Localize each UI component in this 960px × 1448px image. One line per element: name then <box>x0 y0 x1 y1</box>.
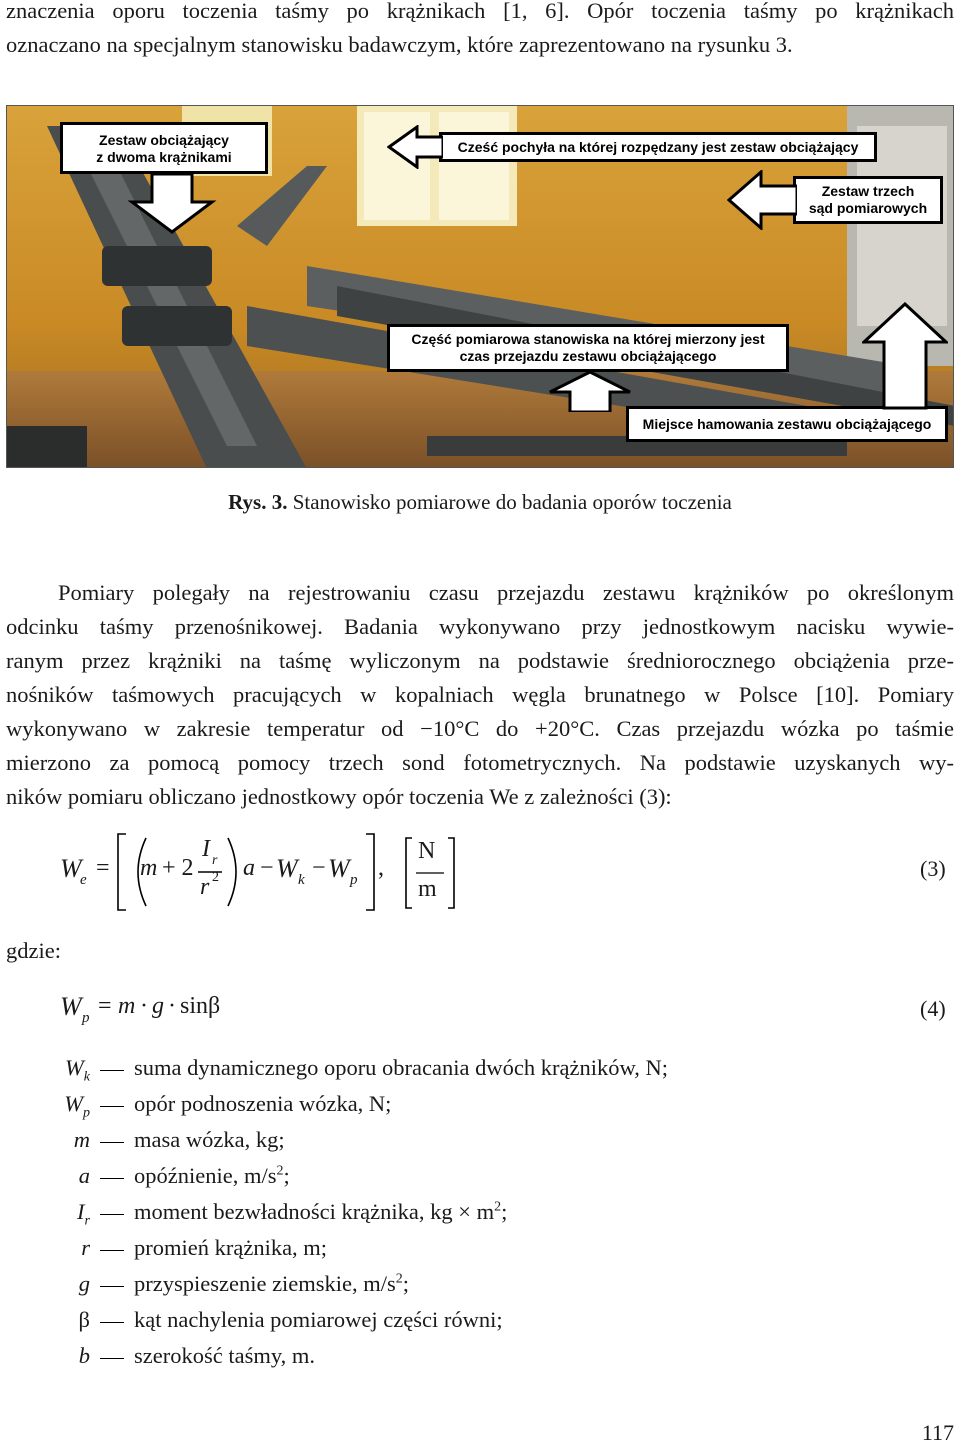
legend-text <box>134 1235 327 1261</box>
unit-denominator: m <box>418 876 437 902</box>
text-line: znaczenia oporu toczenia taśmy po krążnikach [1, 6]. Opór toczenia taśmy po krążnikach <box>6 0 954 23</box>
legend-text <box>134 1343 315 1369</box>
text-line: oznaczano na specjalnym stanowisku badawczym, które zaprezentowano na rysunku 3. <box>6 32 793 57</box>
eq-symbol: m <box>118 993 136 1019</box>
eq-symbol: r <box>200 874 210 900</box>
eq-symbol: g <box>152 993 164 1019</box>
eq-comma: , <box>378 855 384 881</box>
eq-operator: − <box>312 855 326 881</box>
legend-text <box>134 1199 507 1225</box>
callout-line: sąd pomiarowych <box>808 200 928 216</box>
eq-subscript: k <box>298 872 305 888</box>
figure-photo <box>6 105 954 468</box>
legend-sub: r <box>84 1213 90 1229</box>
legend-symbol-char: I <box>77 1199 85 1224</box>
equation-3 <box>0 828 960 918</box>
legend-symbol-char: m <box>73 1127 90 1152</box>
arrow-left-icon <box>727 170 797 230</box>
legend-dash <box>100 1142 124 1143</box>
legend-symbol <box>0 1271 90 1297</box>
legend-symbol-char: b <box>78 1343 90 1368</box>
eq-symbol: W <box>60 992 82 1021</box>
top-paragraph <box>6 0 954 62</box>
legend-tail: ; <box>402 1271 410 1296</box>
legend-sup: 2 <box>395 1271 403 1287</box>
legend-symbol <box>0 1235 90 1261</box>
legend-symbol-char: g <box>78 1271 90 1296</box>
main-paragraph <box>6 576 954 814</box>
legend-symbol-char: a <box>78 1163 90 1188</box>
eq-operator: − <box>260 855 274 881</box>
legend-symbol-char: W <box>64 1091 83 1116</box>
callout-line: z dwoma krążnikami <box>96 149 232 165</box>
text-line: wykonywano w zakresie temperatur od −10°C do +20°C. Czas przejazdu wózka po taśmie <box>6 716 954 741</box>
text-line: odcinku taśmy przenośnikowej. Badania wykonywano przy jednostkowym nacisku wywie- <box>6 614 954 639</box>
legend-sup: 2 <box>494 1199 502 1215</box>
legend-sub: k <box>83 1069 90 1085</box>
legend-text <box>134 1271 409 1297</box>
legend-symbol <box>0 1307 90 1333</box>
caption-label: Rys. 3. <box>228 490 288 514</box>
eq-subscript: p <box>350 872 358 888</box>
legend-text <box>134 1055 668 1081</box>
legend-symbol <box>0 1343 90 1369</box>
legend-desc: suma dynamicznego oporu obracania dwóch krążników, N; <box>134 1055 668 1080</box>
callout-incline <box>439 132 877 162</box>
arrow-down-icon <box>127 174 217 234</box>
legend-symbol <box>0 1199 90 1230</box>
eq-superscript: 2 <box>212 870 219 885</box>
callout-line: Miejsce hamowania zestawu obciążającego <box>642 416 932 432</box>
legend-dash <box>100 1070 124 1071</box>
eq-function: sinβ <box>180 993 221 1019</box>
legend-symbol-char: β <box>78 1307 90 1332</box>
legend-tail: ; <box>501 1199 508 1224</box>
eq-subscript: e <box>80 872 87 888</box>
gdzie-label: gdzie: <box>6 938 61 963</box>
caption-text: Stanowisko pomiarowe do badania oporów toczenia <box>292 490 732 514</box>
eq-symbol: a <box>243 855 255 881</box>
legend-desc: przyspieszenie ziemskie, m/s <box>134 1271 396 1296</box>
legend-dash <box>100 1358 124 1359</box>
callout-line: Zestaw obciążający <box>99 132 229 148</box>
eq-operator: = <box>96 855 110 881</box>
legend-text <box>134 1307 503 1333</box>
callout-line: Część pomiarowa stanowiska na której mierzony jest <box>411 331 765 347</box>
eq-operator: · <box>140 993 148 1019</box>
text-line: nośników taśmowych pracujących w kopalniach węgla brunatnego w Polsce [10]. Pomiary <box>6 682 954 707</box>
arrow-up-icon <box>862 302 948 410</box>
legend-dash <box>100 1322 124 1323</box>
eq-subscript: p <box>82 1010 90 1026</box>
callout-load-set <box>60 122 268 174</box>
eq-symbol: I <box>202 836 210 862</box>
legend-dash <box>100 1250 124 1251</box>
equation-number: (4) <box>920 996 946 1021</box>
eq-symbol: W <box>328 854 350 883</box>
legend-text <box>134 1091 391 1117</box>
eq-subscript: r <box>212 853 218 868</box>
eq-operator: · <box>168 993 176 1019</box>
unit-numerator: N <box>418 838 436 864</box>
eq-operator: = <box>98 993 112 1019</box>
eq-operator: + 2 <box>162 855 194 881</box>
callout-probe-set <box>793 176 943 224</box>
legend-dash <box>100 1178 124 1179</box>
text-line: ników pomiaru obliczano jednostkowy opór toczenia We z zależności (3): <box>6 784 672 809</box>
eq-symbol: m <box>140 855 158 881</box>
callout-measuring <box>387 324 789 372</box>
text-line: ranym przez krążniki na taśmę wyliczonym na podstawie średniorocznego obciążenia prze- <box>6 648 954 673</box>
legend-desc: moment bezwładności krążnika, kg × m <box>134 1199 495 1224</box>
legend-desc: szerokość taśmy, m. <box>134 1343 315 1368</box>
legend-symbol <box>0 1055 90 1086</box>
equation-4 <box>0 990 960 1030</box>
callout-line: Cześć pochyła na której rozpędzany jest zestaw obciążający <box>457 139 859 155</box>
legend-symbol-char: r <box>81 1235 90 1260</box>
text-line: Pomiary polegały na rejestrowaniu czasu przejazdu zestawu krążników po określonym <box>58 580 954 605</box>
arrow-left-icon <box>387 125 443 169</box>
legend-text <box>134 1163 290 1189</box>
legend-symbol <box>0 1127 90 1153</box>
legend-sub: p <box>83 1105 90 1121</box>
figure-caption <box>0 490 960 515</box>
text-line: mierzono za pomocą pomocy trzech sond fotometrycznych. Na podstawie uzyskanych wy- <box>6 750 954 775</box>
legend-symbol <box>0 1163 90 1189</box>
eq-symbol: W <box>60 854 82 883</box>
legend-tail: ; <box>283 1163 290 1188</box>
callout-braking <box>626 406 948 442</box>
symbol-legend <box>0 1055 960 1385</box>
legend-desc: opór podnoszenia wózka, N; <box>134 1091 392 1116</box>
legend-symbol-char: W <box>65 1055 84 1080</box>
eq-symbol: W <box>276 854 298 883</box>
legend-desc: kąt nachylenia pomiarowej części równi; <box>134 1307 503 1332</box>
legend-sup: 2 <box>276 1163 284 1179</box>
callout-line: czas przejazdu zestawu obciążającego <box>459 348 717 364</box>
arrow-up-icon <box>545 370 635 412</box>
legend-dash <box>100 1286 124 1287</box>
legend-dash <box>100 1214 124 1215</box>
legend-dash <box>100 1106 124 1107</box>
legend-symbol <box>0 1091 90 1122</box>
equation-number: (3) <box>920 856 946 881</box>
legend-desc: promień krążnika, m; <box>134 1235 328 1260</box>
legend-desc: masa wózka, kg; <box>134 1127 285 1152</box>
legend-desc: opóźnienie, m/s <box>134 1163 277 1188</box>
page-number: 117 <box>921 1420 954 1445</box>
callout-line: Zestaw trzech <box>821 183 915 199</box>
legend-text <box>134 1127 285 1153</box>
